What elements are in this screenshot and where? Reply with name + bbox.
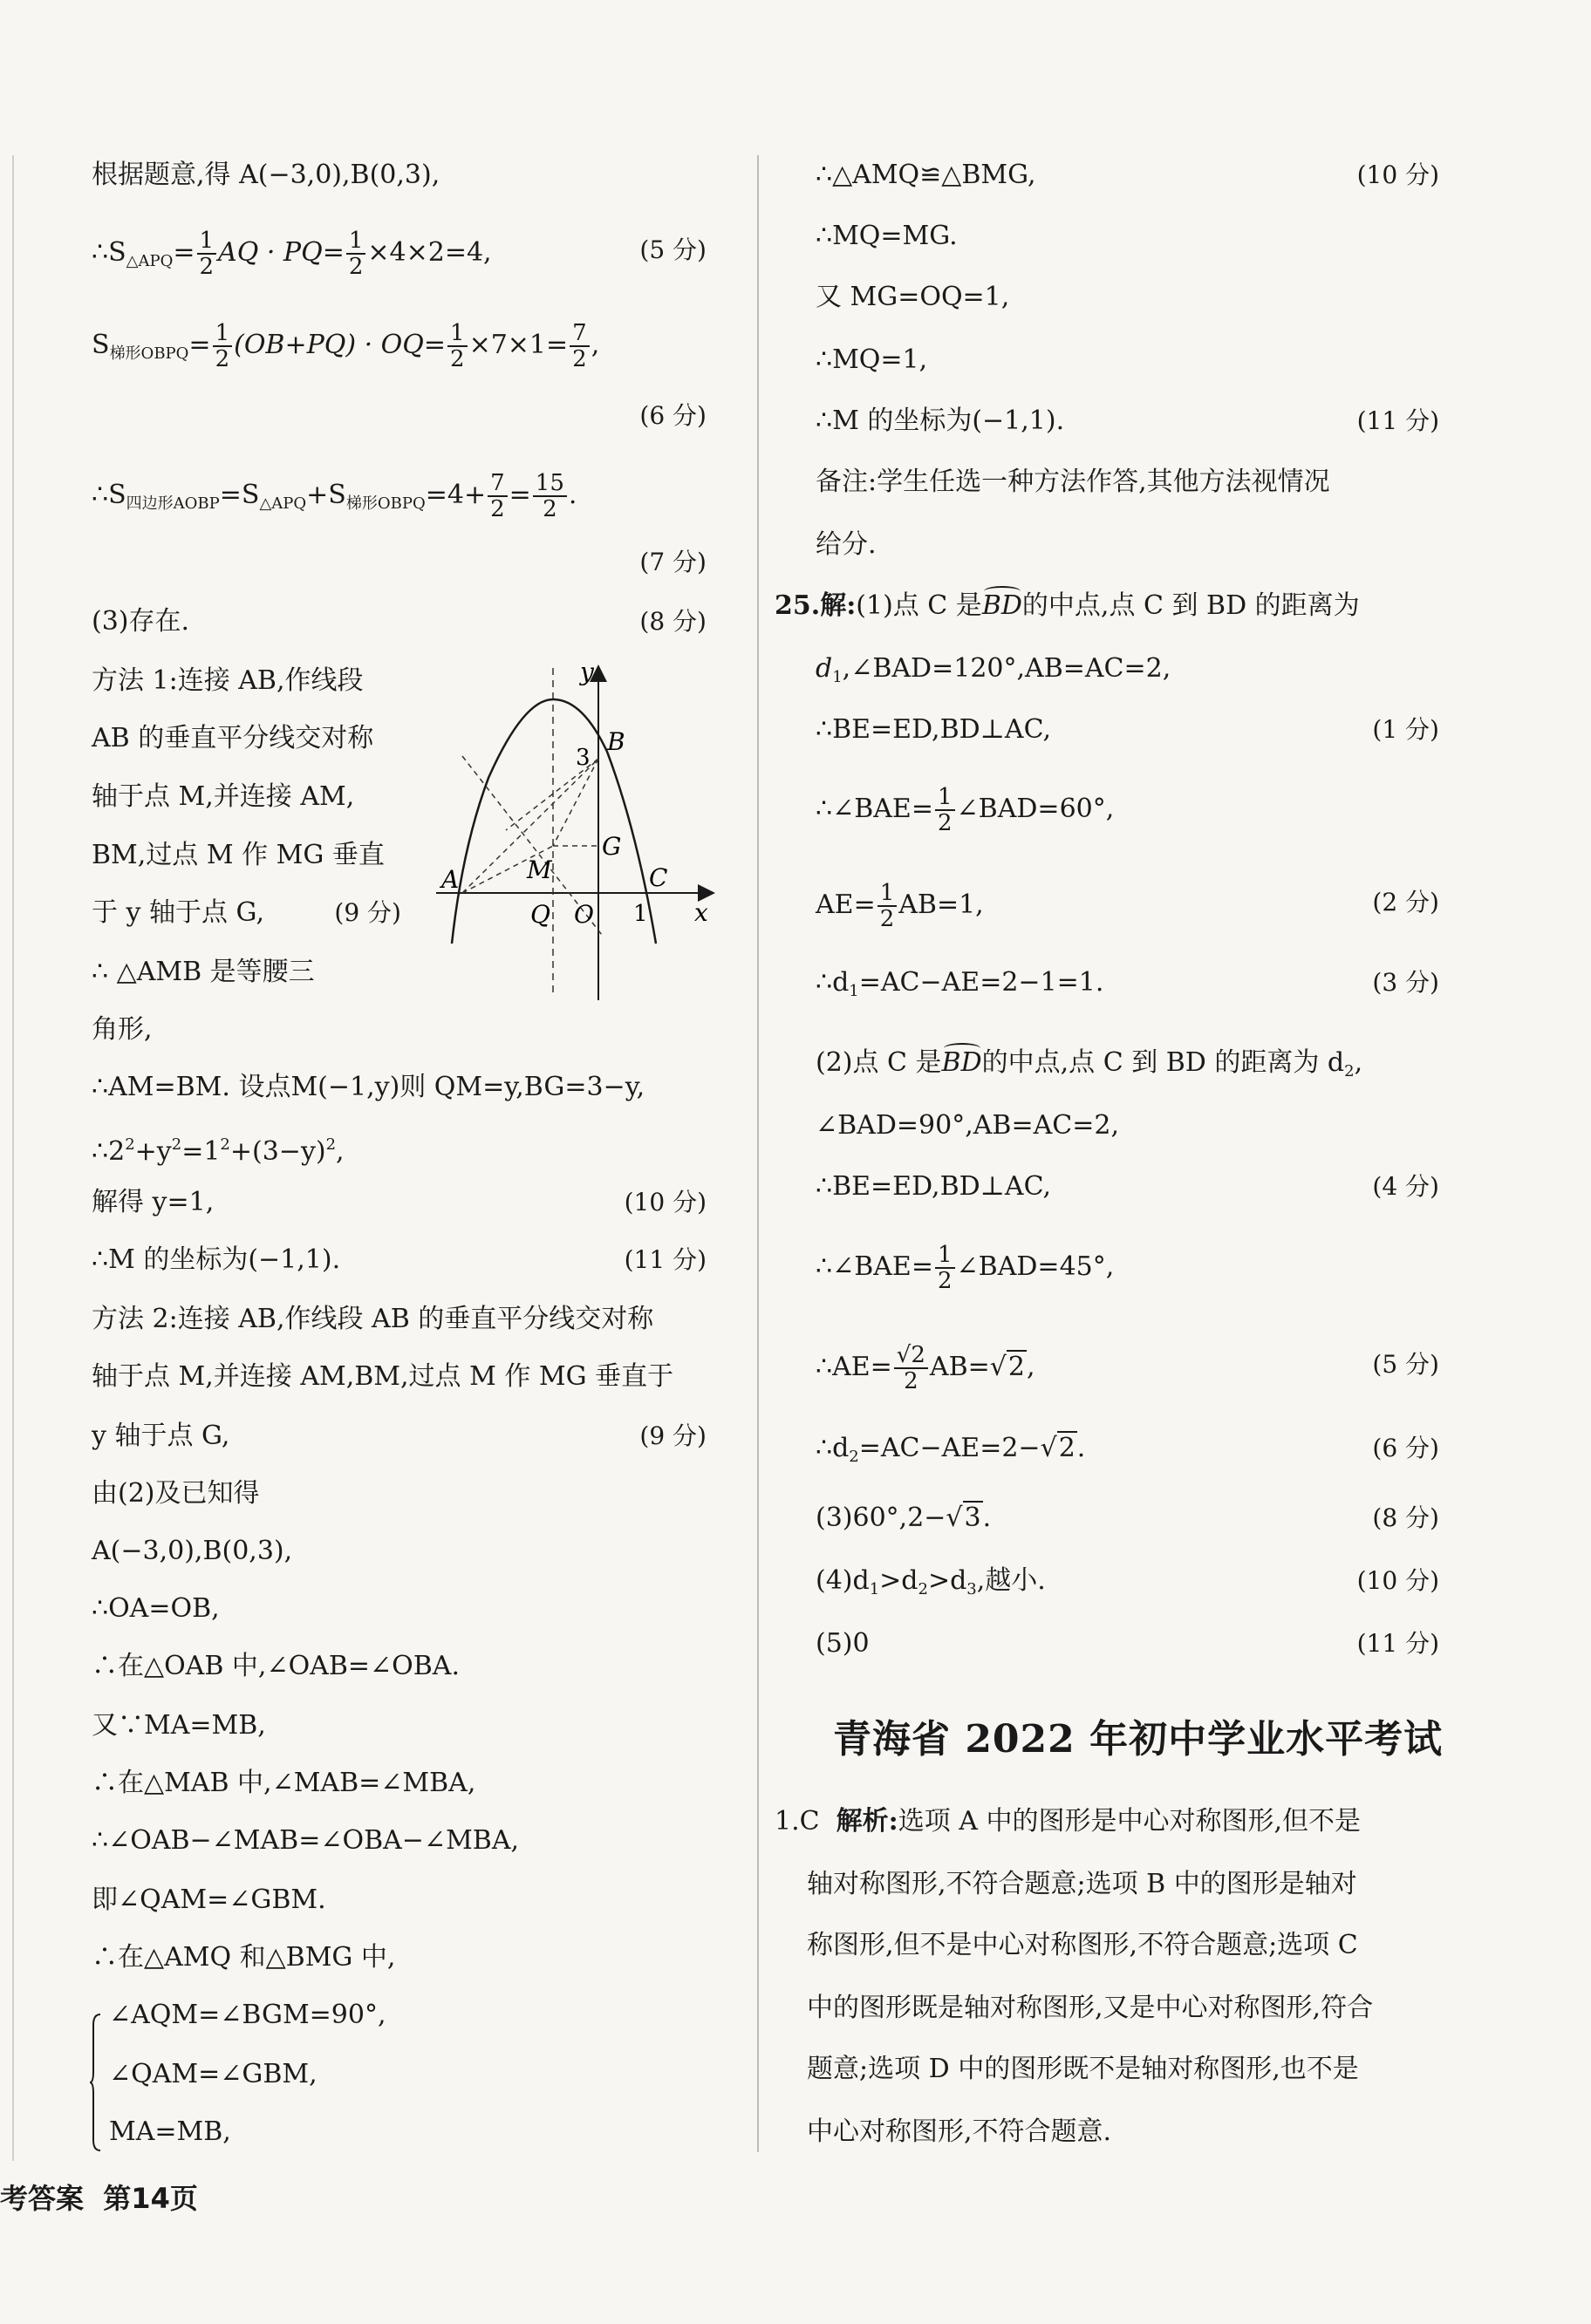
label-g: G — [602, 832, 622, 861]
method2-line-l: ∴在△AMQ 和△BMG 中, — [92, 1942, 396, 1973]
system-brace — [90, 2013, 102, 2152]
q25-part3: (3)60°,2−√3. — [816, 1503, 992, 1533]
label-a: A — [441, 865, 460, 894]
method1-line-f: ∴ △AMB 是等腰三 — [92, 957, 315, 987]
q25-part2-line-4: ∴∠BAE= $\frac{1}{2}$ ∠BAD=45°, — [816, 1242, 1115, 1294]
score-8-right: (8 分) — [1372, 1503, 1439, 1532]
q25-line-6: $\therefore d_1=AC-AE=2-1=1$. — [816, 967, 1104, 1000]
method2-line-d: 由(2)及已知得 — [92, 1478, 260, 1509]
q25-part2-line-2: ∠BAD=90°,AB=AC=2, — [816, 1110, 1119, 1141]
label-x: x — [694, 898, 708, 927]
q25-part5: (5)0 — [816, 1628, 870, 1659]
column-divider — [757, 155, 759, 2152]
score-11-right: (11 分) — [1356, 406, 1439, 435]
method1-line-b: AB 的垂直平分线交对称 — [92, 723, 374, 753]
s1-line-1: 1.C 解析:选项 A 中的图形是中心对称图形,但不是 — [775, 1806, 1362, 1837]
method2-line-h: 又∵MA=MB, — [92, 1710, 266, 1741]
section-title: 青海省 2022 年初中学业水平考试 — [833, 1717, 1444, 1762]
right-line-mq: ∴MQ=1, — [816, 344, 928, 375]
score-5: (5 分) — [639, 235, 707, 264]
score-7: (7 分) — [639, 548, 707, 576]
label-o: O — [574, 900, 594, 929]
score-1: (1 分) — [1372, 715, 1439, 744]
score-9-method2: (9 分) — [639, 1421, 707, 1450]
right-note-1: 备注:学生任选一种方法作答,其他方法视情况 — [816, 467, 1330, 497]
method2-line-j: ∴∠OAB−∠MAB=∠OBA−∠MBA, — [92, 1825, 520, 1856]
score-9-method1: (9 分) — [334, 898, 401, 927]
label-m: M — [527, 855, 552, 884]
method1-line-equation: $\therefore 2^2+y^2=1^2+(3-y)^2$, — [92, 1135, 345, 1167]
score-5-right: (5 分) — [1372, 1350, 1439, 1379]
method1-line-a: 方法 1:连接 AB,作线段 — [92, 665, 364, 696]
method1-line-g: 角形, — [92, 1014, 153, 1045]
right-line-mq-mg: ∴MQ=MG. — [816, 221, 958, 251]
method1-line-d: BM,过点 M 作 MG 垂直 — [92, 840, 385, 870]
page-number: 第14页 — [103, 2182, 198, 2215]
segment-bm — [553, 759, 598, 846]
label-one: 1 — [633, 901, 648, 927]
q25-part2-line-5: ∴AE= $\frac{√2}{2}$ AB=√2, — [816, 1342, 1035, 1394]
label-q: Q — [530, 900, 550, 929]
system-eq-2: ∠QAM=∠GBM, — [109, 2059, 318, 2089]
method1-line-solve: 解得 y=1, — [92, 1187, 215, 1217]
right-line-mg-oq: 又 MG=OQ=1, — [816, 282, 1010, 312]
s1-line-4: 中的图形既是轴对称图形,又是中心对称图形,符合 — [807, 1993, 1374, 2023]
q25-line-3: ∴BE=ED,BD⊥AC, — [816, 714, 1051, 745]
q25-part2-line-6: $\therefore d_2=AC-AE=2-√2$. — [816, 1433, 1086, 1466]
score-4: (4 分) — [1372, 1172, 1439, 1201]
q25-line-5: AE= $\frac{1}{2}$ AB=1, — [816, 880, 984, 932]
s1-line-6: 中心对称图形,不符合题意. — [807, 2116, 1112, 2147]
score-10-method1: (10 分) — [624, 1188, 707, 1217]
score-2: (2 分) — [1372, 888, 1439, 917]
label-y: y — [580, 658, 594, 686]
left-line-1: 根据题意,得 A(−3,0),B(0,3), — [92, 160, 440, 190]
method2-line-b: 轴于点 M,并连接 AM,BM,过点 M 作 MG 垂直于 — [92, 1361, 674, 1392]
method2-line-g: ∴在△OAB 中,∠OAB=∠OBA. — [92, 1651, 461, 1681]
left-margin-rule — [12, 155, 14, 2161]
method2-line-f: ∴OA=OB, — [92, 1593, 220, 1624]
left-line-part3: (3)存在. — [92, 606, 190, 637]
score-11-right-b: (11 分) — [1356, 1629, 1439, 1658]
s1-line-3: 称图形,但不是中心对称图形,不符合题意;选项 C — [807, 1930, 1358, 1960]
label-b: B — [607, 727, 625, 756]
q25-part4: $(4)d_1>d_2>d_3$,越小. — [816, 1565, 1046, 1598]
method2-line-k: 即∠QAM=∠GBM. — [92, 1884, 326, 1915]
q25-line-2: $d_1,\angle BAD=120^\circ,AB=AC=2$, — [816, 653, 1171, 686]
label-c: C — [649, 863, 668, 892]
left-line-area-total: $\therefore S_{四边形AOBP}=S_{\triangle APQ}+S_{梯形OBPQ}=4+$ $\frac{7}{2}$ = $\frac{15}{2}$ . — [92, 470, 577, 522]
left-line-area-trapezoid: $S_{梯形OBPQ}=$ $\frac{1}{2}$ (OB+PQ) · OQ= $\frac{1}{2}$ ×7×1= $\frac{7}{2}$ , — [92, 320, 600, 372]
score-6-right: (6 分) — [1372, 1434, 1439, 1462]
method1-line-h: ∴AM=BM. 设点M(−1,y)则 QM=y,BG=3−y, — [92, 1072, 645, 1102]
s1-line-2: 轴对称图形,不符合题意;选项 B 中的图形是轴对 — [807, 1869, 1357, 1899]
s1-line-5: 题意;选项 D 中的图形既不是轴对称图形,也不是 — [807, 2054, 1359, 2084]
parabola-curve — [452, 699, 656, 944]
score-10-right: (10 分) — [1356, 160, 1439, 189]
label-three: 3 — [576, 745, 591, 771]
score-11-method1: (11 分) — [624, 1245, 707, 1274]
parabola-figure — [436, 656, 724, 1005]
q25-line-4: ∴∠BAE= $\frac{1}{2}$ ∠BAD=60°, — [816, 784, 1115, 836]
q25-part2-line-3: ∴BE=ED,BD⊥AC, — [816, 1171, 1051, 1202]
footer — [0, 2177, 198, 2217]
right-line-result: ∴M 的坐标为(−1,1). — [816, 406, 1065, 436]
method2-line-c: y 轴于点 G, — [92, 1421, 230, 1451]
method1-line-c: 轴于点 M,并连接 AM, — [92, 781, 355, 812]
score-10-right-b: (10 分) — [1356, 1566, 1439, 1595]
method2-line-e: A(−3,0),B(0,3), — [92, 1536, 293, 1566]
right-note-2: 给分. — [816, 529, 877, 560]
score-8: (8 分) — [639, 607, 707, 636]
left-line-area-apq: $\therefore S_{\triangle APQ}=$ $\frac{1}{2}$ AQ · PQ= $\frac{1}{2}$ ×4×2=4, — [92, 228, 492, 280]
score-6: (6 分) — [639, 401, 707, 430]
method2-line-i: ∴在△MAB 中,∠MAB=∠MBA, — [92, 1768, 476, 1798]
method2-line-a: 方法 2:连接 AB,作线段 AB 的垂直平分线交对称 — [92, 1304, 654, 1334]
system-eq-1: ∠AQM=∠BGM=90°, — [109, 2000, 386, 2030]
q25-line-1: 25.解:(1)点 C 是BD的中点,点 C 到 BD 的距离为 — [775, 590, 1360, 621]
method1-line-e: 于 y 轴于点 G, — [92, 897, 264, 928]
method1-line-result: ∴M 的坐标为(−1,1). — [92, 1244, 341, 1275]
footer-label: 考答案 — [0, 2182, 85, 2215]
right-line-congruent: ∴△AMQ≌△BMG, — [816, 160, 1036, 190]
score-3: (3 分) — [1372, 968, 1439, 997]
q25-part2-line-1: (2)点 C 是BD的中点,点 C 到 BD 的距离为 $d_2$, — [816, 1047, 1363, 1080]
system-eq-3: MA=MB, — [109, 2116, 231, 2147]
